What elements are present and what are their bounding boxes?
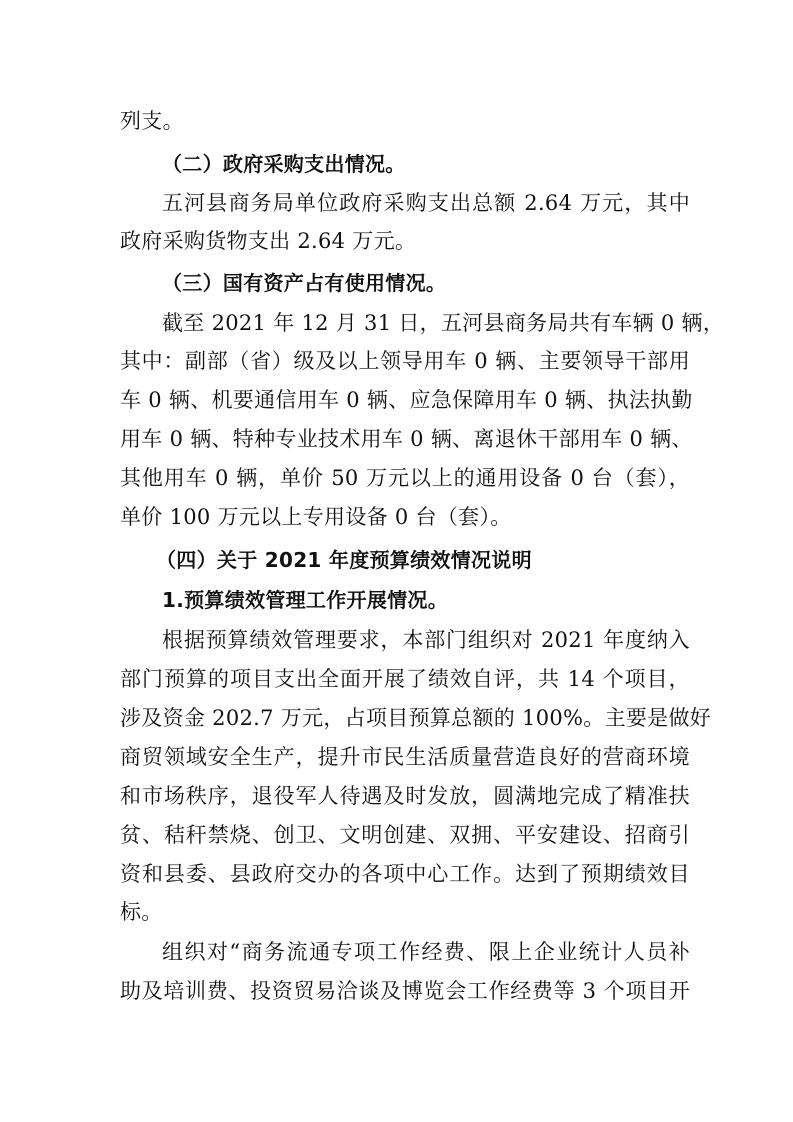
text-line: 和市场秩序，退役军人待遇及时发放，圆满地完成了精准扶: [120, 784, 690, 808]
text-line: 五河县商务局单位政府采购支出总额 2.64 万元，其中: [162, 191, 690, 215]
text-line: 助及培训费、投资贸易洽谈及博览会工作经费等 3 个项目开: [120, 979, 690, 1003]
text-line: 组织对“商务流通专项工作经费、限上企业统计人员补: [162, 940, 690, 964]
text-line: 贫、秸秆禁烧、创卫、文明创建、双拥、平安建设、招商引: [120, 823, 690, 847]
text-line: 其他用车 0 辆，单价 50 万元以上的通用设备 0 台（套），: [120, 466, 690, 490]
section-heading-assets: （三）国有资产占有使用情况。: [162, 271, 447, 295]
section-heading-procurement: （二）政府采购支出情况。: [162, 152, 406, 176]
text-line: 截至 2021 年 12 月 31 日，五河县商务局共有车辆 0 辆，: [162, 311, 725, 335]
text-line: 标。: [120, 900, 163, 924]
text-line: 用车 0 辆、特种专业技术用车 0 辆、离退休干部用车 0 辆、: [120, 427, 693, 451]
section-heading-performance: （四）关于 2021 年度预算绩效情况说明: [156, 548, 532, 572]
text-line: 涉及资金 202.7 万元，占项目预算总额的 100%。主要是做好: [120, 706, 712, 730]
text-line: 资和县委、县政府交办的各项中心工作。达到了预期绩效目: [120, 862, 690, 886]
text-line: 部门预算的项目支出全面开展了绩效自评，共 14 个项目，: [120, 667, 690, 691]
text-line: 商贸领域安全生产，提升市民生活质量营造良好的营商环境: [120, 745, 690, 769]
text-line: 根据预算绩效管理要求，本部门组织对 2021 年度纳入: [162, 628, 690, 652]
text-line: 其中：副部（省）级及以上领导用车 0 辆、主要领导干部用: [120, 349, 690, 373]
text-line: 车 0 辆、机要通信用车 0 辆、应急保障用车 0 辆、执法执勤: [120, 388, 693, 412]
subsection-heading: 1.预算绩效管理工作开展情况。: [162, 588, 449, 612]
text-line: 政府采购货物支出 2.64 万元。: [120, 229, 417, 253]
text-line: 单价 100 万元以上专用设备 0 台（套）。: [120, 505, 512, 529]
text-line: 列支。: [120, 109, 184, 133]
